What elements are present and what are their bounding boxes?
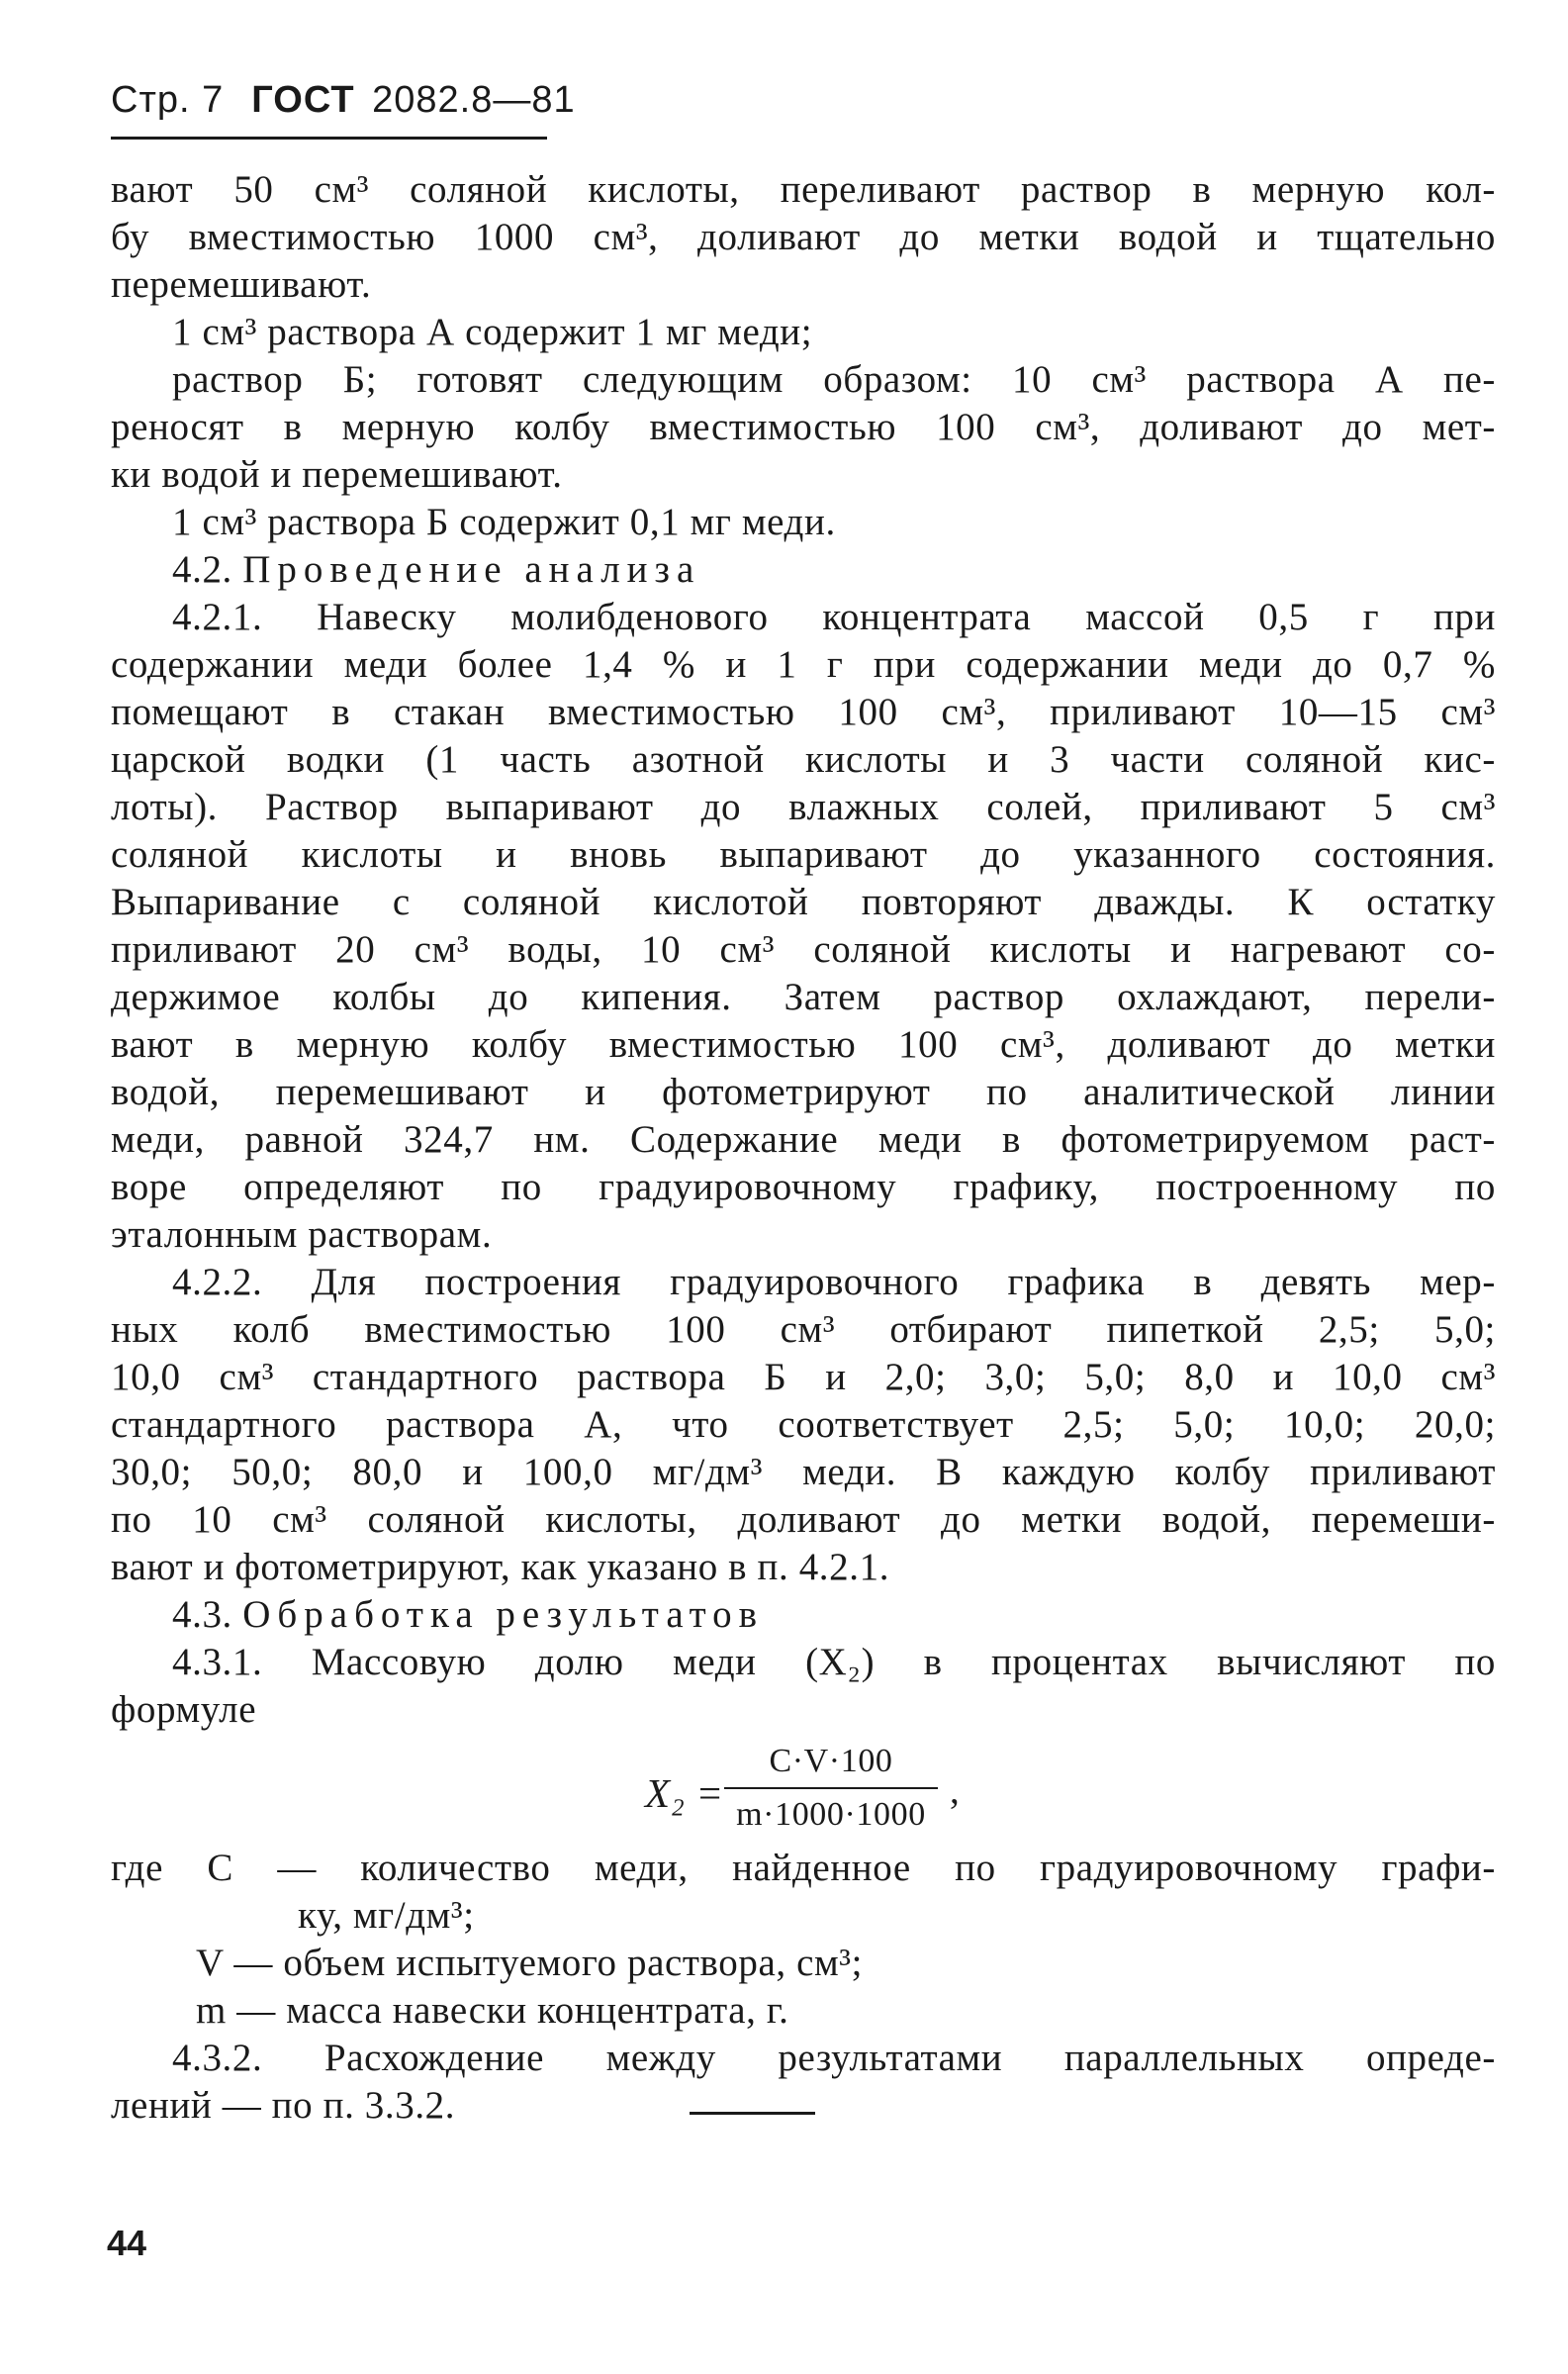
legend-v: V — объем испытуемого раствора, см³; [196, 1942, 864, 1984]
text-line: приливают 20 см³ воды, 10 см³ соляной кислоты и нагревают со- [111, 928, 1496, 971]
page-header [111, 79, 576, 122]
text-line: вают в мерную колбу вместимостью 100 см³, доливают до метки [111, 1023, 1496, 1066]
text-line: водой, перемешивают и фотометрируют по аналитической линии [111, 1071, 1496, 1113]
paragraph-solution-b-prep [111, 356, 1496, 499]
legend-c: где C — количество меди, найденное по градуировочному графи- [111, 1847, 1496, 1889]
text-line: 4.3.2. Расхождение между результатами параллельных опреде- [172, 2037, 1496, 2079]
text-line: воре определяют по градуировочному графику, построенному по [111, 1166, 1496, 1208]
text-line: ки водой и перемешивают. [111, 453, 563, 496]
paragraph-solution-a-prep [111, 166, 1496, 309]
section-number: 4.3. [172, 1593, 232, 1636]
formula-fraction [724, 1738, 938, 1839]
formula-legend [111, 1845, 1496, 2035]
text-line: 1 см³ раствора Б содержит 0,1 мг меди. [172, 501, 836, 543]
text-line: вают и фотометрируют, как указано в п. 4.2.1. [111, 1546, 890, 1588]
paragraph-4-2-1 [111, 594, 1496, 1259]
paragraph-4-3-2 [111, 2035, 1496, 2130]
section-title: Обработка результатов [242, 1593, 765, 1636]
section-title: Проведение анализа [242, 548, 701, 591]
formula-numerator: C·V·100 [724, 1738, 938, 1789]
formula-denominator: m·1000·1000 [736, 1796, 926, 1833]
header-rule [111, 137, 547, 140]
formula-mass-fraction [111, 1734, 1496, 1845]
section-number: 4.2. [172, 548, 232, 591]
paragraph-solution-a-content [111, 309, 1496, 356]
text-line: Выпаривание с соляной кислотой повторяют дважды. К остатку [111, 881, 1496, 923]
text-line: по 10 см³ соляной кислоты, доливают до метки водой, перемеши- [111, 1498, 1496, 1541]
text-line: соляной кислоты и вновь выпаривают до указанного состояния. [111, 833, 1496, 876]
formula-lhs: X₂ = [645, 1770, 724, 1816]
legend-m: m — масса навески концентрата, г. [196, 1989, 789, 2032]
doc-number: 2082.8—81 [372, 79, 576, 121]
doc-code: ГОСТ [251, 79, 355, 121]
text-line: эталонным растворам. [111, 1213, 493, 1256]
text-line: помещают в стакан вместимостью 100 см³, приливают 10—15 см³ [111, 691, 1496, 733]
text-line: ных колб вместимостью 100 см³ отбирают пипеткой 2,5; 5,0; [111, 1308, 1496, 1351]
section-heading-4-2 [111, 546, 1496, 594]
text-line: стандартного раствора А, что соответствует 2,5; 5,0; 10,0; 20,0; [111, 1403, 1496, 1446]
text-line: 4.3.1. Массовую долю меди (X₂) в процентах вычисляют по [172, 1641, 1496, 1683]
paragraph-solution-b-content [111, 499, 1496, 546]
text-line: 30,0; 50,0; 80,0 и 100,0 мг/дм³ меди. В каждую колбу приливают [111, 1451, 1496, 1493]
text-line: 1 см³ раствора А содержит 1 мг меди; [172, 311, 813, 353]
end-rule [690, 2112, 815, 2115]
page-number: 44 [107, 2223, 147, 2263]
paragraph-4-2-2 [111, 1259, 1496, 1591]
text-line: бу вместимостью 1000 см³, доливают до метки водой и тщательно [111, 216, 1496, 258]
body-text [111, 166, 1496, 2130]
text-line: перемешивают. [111, 263, 372, 306]
text-line: держимое колбы до кипения. Затем раствор охлаждают, перели- [111, 976, 1496, 1018]
page-label: Стр. 7 [111, 79, 225, 121]
formula-comma: , [950, 1769, 961, 1812]
paragraph-4-3-1 [111, 1639, 1496, 1734]
section-heading-4-3 [111, 1591, 1496, 1639]
text-line: раствор Б; готовят следующим образом: 10 см³ раствора А пе- [172, 358, 1496, 401]
text-line: лоты). Раствор выпаривают до влажных солей, приливают 5 см³ [111, 786, 1496, 828]
text-line: реносят в мерную колбу вместимостью 100 см³, доливают до мет- [111, 406, 1496, 448]
legend-c-continued: ку, мг/дм³; [298, 1894, 475, 1937]
text-line: меди, равной 324,7 нм. Содержание меди в фотометрируемом раст- [111, 1118, 1496, 1161]
text-line: лений — по п. 3.3.2. [111, 2084, 456, 2127]
text-line: 4.2.1. Навеску молибденового концентрата массой 0,5 г при [172, 596, 1496, 638]
text-line: 10,0 см³ стандартного раствора Б и 2,0; 3,0; 5,0; 8,0 и 10,0 см³ [111, 1356, 1496, 1398]
text-line: вают 50 см³ соляной кислоты, переливают раствор в мерную кол- [111, 168, 1496, 211]
text-line: 4.2.2. Для построения градуировочного графика в девять мер- [172, 1261, 1496, 1303]
text-line: формуле [111, 1688, 257, 1731]
text-line: царской водки (1 часть азотной кислоты и 3 части соляной кис- [111, 738, 1496, 781]
text-line: содержании меди более 1,4 % и 1 г при содержании меди до 0,7 % [111, 643, 1496, 686]
